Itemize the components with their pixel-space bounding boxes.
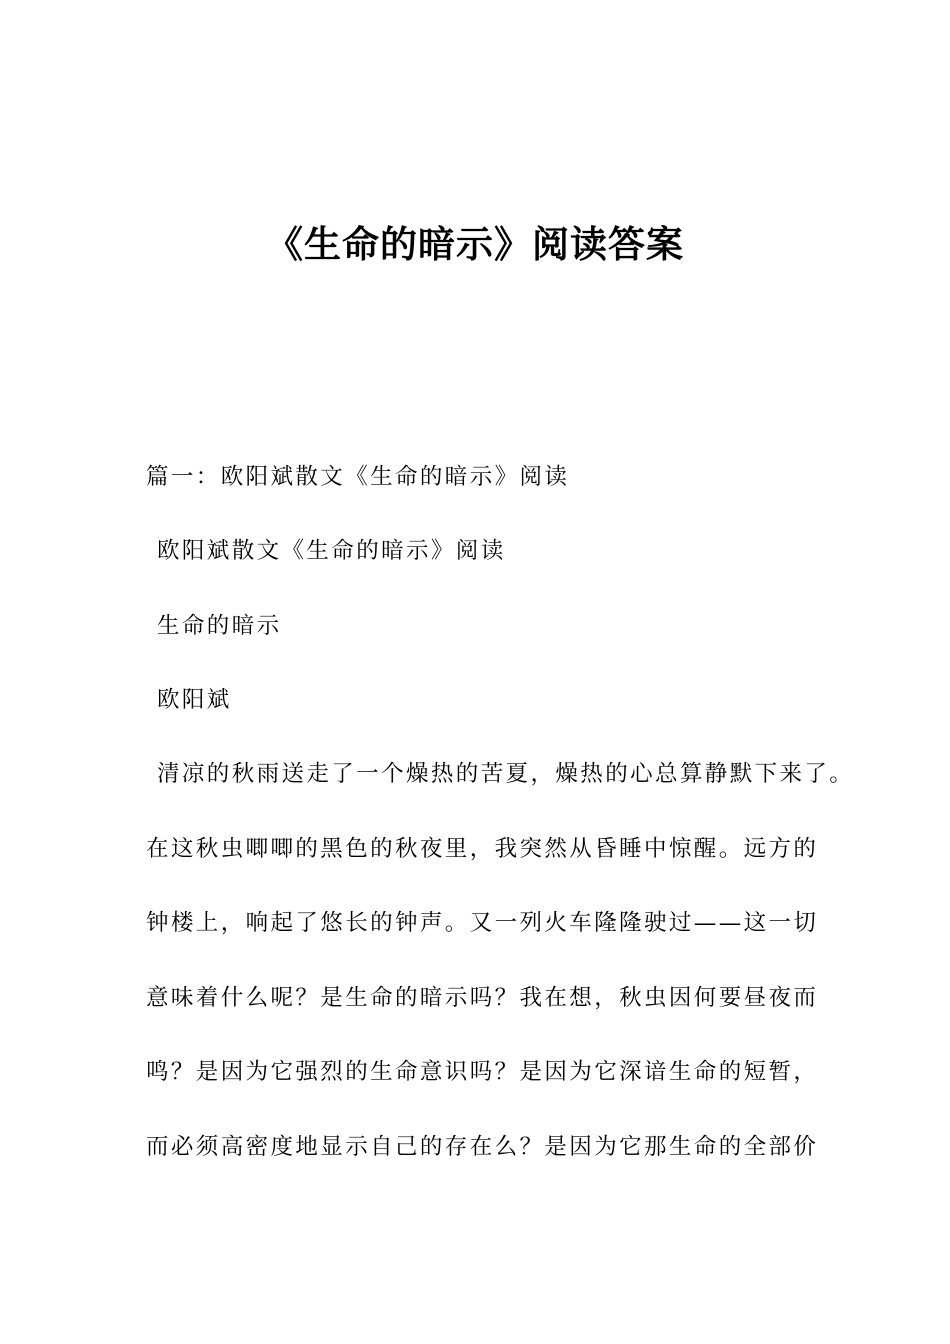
paragraph-line: 清凉的秋雨送走了一个燥热的苦夏，燥热的心总算静默下来了。 — [157, 761, 855, 787]
paragraph-line: 钟楼上，响起了悠长的钟声。又一列火车隆隆驶过——这一切 — [146, 910, 819, 936]
document-title: 《生命的暗示》阅读答案 — [266, 223, 684, 266]
paragraph-line: 意味着什么呢？是生命的暗示吗？我在想，秋虫因何要昼夜而 — [146, 985, 819, 1011]
article-author: 欧阳斌 — [157, 687, 232, 713]
paragraph-line: 鸣？是因为它强烈的生命意识吗？是因为它深谙生命的短暂， — [146, 1059, 819, 1085]
paragraph-line: 在这秋虫唧唧的黑色的秋夜里，我突然从昏睡中惊醒。远方的 — [146, 836, 819, 862]
section-heading: 篇一：欧阳斌散文《生命的暗示》阅读 — [146, 464, 570, 490]
article-title: 生命的暗示 — [157, 613, 282, 639]
article-subheading: 欧阳斌散文《生命的暗示》阅读 — [157, 538, 506, 564]
paragraph-line: 而必须高密度地显示自己的存在么？是因为它那生命的全部价 — [146, 1134, 819, 1160]
